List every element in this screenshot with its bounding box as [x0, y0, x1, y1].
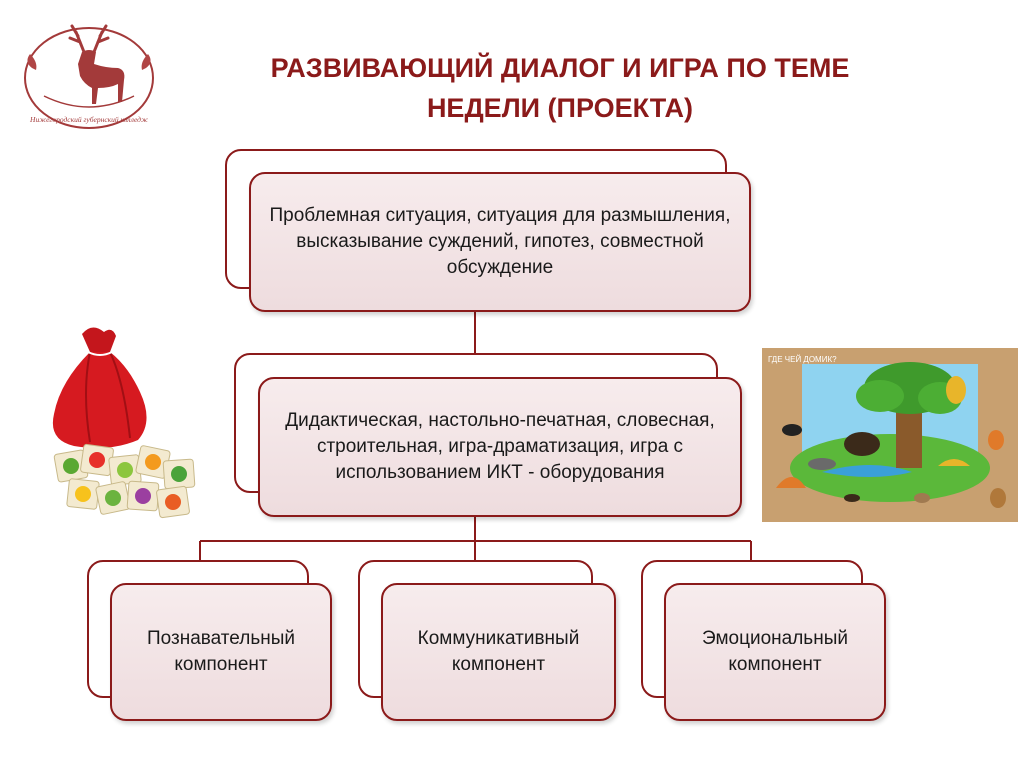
communicative-component-box: Коммуникативный компонент: [381, 583, 616, 721]
emotional-component-box: Эмоциональный компонент: [664, 583, 886, 721]
game-screen-label: ГДЕ ЧЕЙ ДОМИК?: [768, 355, 837, 364]
game-types-box: Дидактическая, настольно-печатная, словесная, строительная, игра-драматизация, игра с использованием ИКТ - оборудования: [258, 377, 742, 517]
title-line-2: НЕДЕЛИ (ПРОЕКТА): [426, 93, 694, 123]
cognitive-component-box: Познавательный компонент: [110, 583, 332, 721]
title-line-1: РАЗВИВАЮЩИЙ ДИАЛОГ И ИГРА ПО ТЕМЕ: [270, 53, 850, 83]
forest-game-screen-image: [762, 348, 1018, 522]
red-bag-with-cards-image: [20, 322, 220, 527]
logo-caption: Нижегородский губернский колледж: [30, 115, 148, 124]
problem-situation-box: Проблемная ситуация, ситуация для размышления, высказывание суждений, гипотез, совместной обсуждение: [249, 172, 751, 312]
